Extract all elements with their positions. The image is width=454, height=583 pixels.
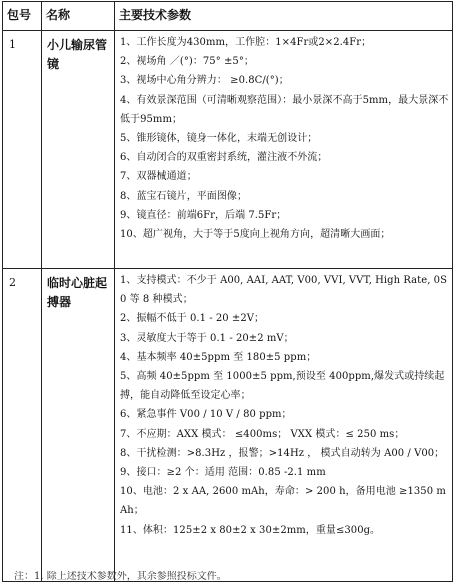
row-name: 小儿输尿管镜 xyxy=(42,31,115,269)
param-item: 1、支持模式：不少于 A00, AAI, AAT, V00, VVI, VVT, High Rate, 0S0 等 8 种模式； xyxy=(120,275,447,306)
param-item: 7、双器械通道； xyxy=(120,171,197,183)
row-name: 临时心脏起搏器 xyxy=(42,269,115,582)
param-item: 7、不应期：AXX 模式： ≤400ms； VXX 模式：≤ 250 ms； xyxy=(120,428,405,440)
row-params xyxy=(115,269,453,582)
param-item: 5、高频 40±5ppm 至 1000±5 ppm,预设至 400ppm,爆发式或持续起搏，能自动降低至设定心率； xyxy=(120,371,445,402)
param-item: 11、体积：125±2 x 80±2 x 30±2mm，重量≤300g。 xyxy=(120,524,381,536)
param-item: 6、自动闭合的双重密封系统，灌注液不外流； xyxy=(120,152,328,164)
header-params: 主要技术参数 xyxy=(115,2,453,31)
param-item: 10、电池：2 x AA, 2600 mAh，寿命：> 200 h，备用电池 ≥1350 mAh； xyxy=(120,486,446,517)
param-item: 8、蓝宝石镜片，平面图像； xyxy=(120,190,248,202)
param-item: 4、有效景深范围（可清晰观察范围）：最小景深不高于5mm，最大景深不低于95mm； xyxy=(120,94,449,125)
param-item: 9、镜直径：前端6Fr，后端 7.5Fr； xyxy=(120,209,287,221)
param-item: 5、锥形镜体，镜身一体化，末端无创设计； xyxy=(120,133,318,145)
table-row xyxy=(3,269,453,582)
param-item: 8、干扰检测：>8.3Hz ，报警；>14Hz ， 模式自动转为 A00 / V00； xyxy=(120,447,445,459)
table-row xyxy=(3,31,453,269)
param-item: 2、视场角 ／(°)：75° ±5°； xyxy=(120,56,254,68)
row-package-no: 2 xyxy=(3,269,42,582)
row-package-no: 1 xyxy=(3,31,42,269)
param-item: 3、视场中心角分辨力： ≥0.8C/(°)； xyxy=(120,75,289,87)
param-item: 2、振幅不低于 0.1 - 20 ±2V； xyxy=(120,313,265,325)
param-item: 3、灵敏度大于等于 0.1 - 20±2 mV； xyxy=(120,332,294,344)
param-item: 10、超广视角，大于等于5度向上视角方向，超清晰大画面； xyxy=(120,229,391,241)
param-item: 6、紧急事件 V00 / 10 V / 80 ppm； xyxy=(120,409,292,421)
header-row xyxy=(3,2,453,31)
footnote: 注：1. 除上述技术参数外，其余参照投标文件。 xyxy=(14,571,227,582)
row-params xyxy=(115,31,453,269)
param-item: 9、接口：≥2 个：适用 范围：0.85 -2.1 mm xyxy=(120,467,326,479)
param-item: 1、工作长度为430mm，工作腔：1×4Fr或2×2.4Fr； xyxy=(120,37,372,48)
header-package-no: 包号 xyxy=(3,2,42,31)
spec-table xyxy=(2,1,453,582)
header-name: 名称 xyxy=(42,2,115,31)
param-item: 4、基本频率 40±5ppm 至 180±5 ppm； xyxy=(120,351,317,363)
